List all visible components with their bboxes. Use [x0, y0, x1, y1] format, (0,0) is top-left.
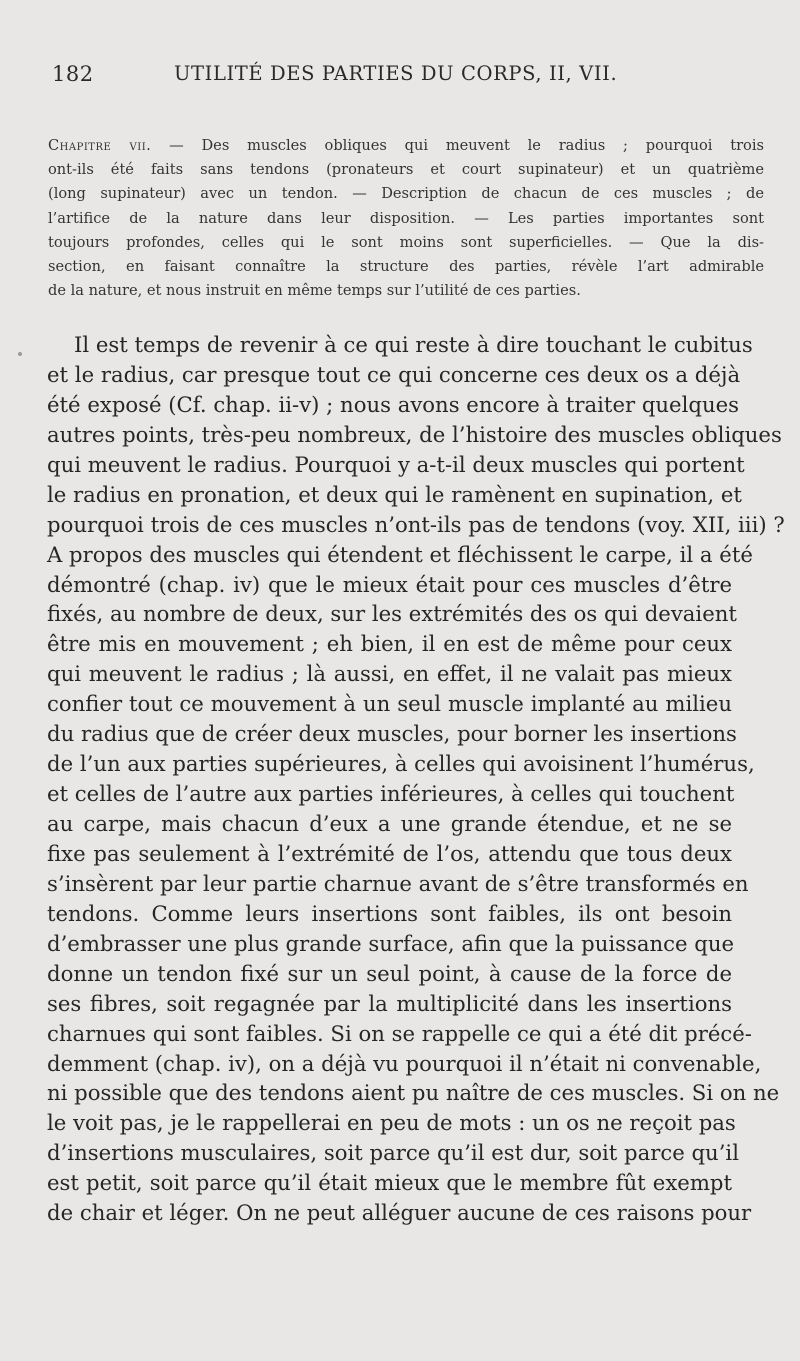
body-line: et celles de l’autre aux parties inférieures, à celles qui touchent: [47, 781, 735, 807]
body-line: fixés, au nombre de deux, sur les extrémités des os qui devaient: [47, 601, 737, 627]
body-line: ses fibres, soit regagnée par la multiplicité dans les insertions: [47, 990, 732, 1016]
body-line: Il est temps de revenir à ce qui reste à dire touchant le cubitus: [74, 332, 753, 357]
body-text: [47, 330, 785, 1228]
chapter-label: Chapitre vii.: [48, 137, 152, 154]
body-line: été exposé (Cf. chap. ii-v) ; nous avons encore à traiter quelques: [47, 391, 739, 417]
body-line: autres points, très-peu nombreux, de l’histoire des muscles obliques: [47, 421, 782, 447]
body-line: pourquoi trois de ces muscles n’ont-ils pas de tendons (voy. XII, iii) ?: [47, 511, 785, 537]
body-line: du radius que de créer deux muscles, pour borner les insertions: [47, 721, 737, 747]
summary-line: toujours profondes, celles qui le sont moins sont superficielles. — Que la dis-: [48, 233, 764, 251]
body-line: confier tout ce mouvement à un seul muscle implanté au milieu: [47, 691, 732, 717]
body-line: d’insertions musculaires, soit parce qu’il est dur, soit parce qu’il: [47, 1140, 739, 1166]
summary-line-text: — Des muscles obliques qui meuvent le radius ; pourquoi trois: [169, 137, 765, 154]
page-number: 182: [52, 62, 94, 86]
body-line: est petit, soit parce qu’il était mieux que le membre fût exempt: [47, 1170, 732, 1196]
body-line: s’insèrent par leur partie charnue avant de s’être transformés en: [47, 870, 749, 896]
summary-line: [48, 134, 764, 158]
summary-line: de la nature, et nous instruit en même temps sur l’utilité de ces parties.: [48, 282, 581, 300]
body-line: être mis en mouvement ; eh bien, il en est de même pour ceux: [47, 631, 732, 657]
margin-mark: [18, 352, 22, 356]
body-line: de l’un aux parties supérieures, à celles qui avoisinent l’humérus,: [47, 751, 755, 777]
body-line: demment (chap. iv), on a déjà vu pourquoi il n’était ni convenable,: [47, 1050, 762, 1076]
body-line: A propos des muscles qui étendent et fléchissent le carpe, il a été: [47, 541, 753, 567]
body-line: de chair et léger. On ne peut alléguer aucune de ces raisons pour: [47, 1200, 752, 1226]
body-line: fixe pas seulement à l’extrémité de l’os, attendu que tous deux: [47, 840, 732, 866]
body-line: démontré (chap. iv) que le mieux était pour ces muscles d’être: [47, 571, 732, 597]
body-line: ni possible que des tendons aient pu naître de ces muscles. Si on ne: [47, 1080, 780, 1106]
summary-line: l’artifice de la nature dans leur disposition. — Les parties importantes sont: [48, 209, 764, 227]
body-line: donne un tendon fixé sur un seul point, à cause de la force de: [47, 960, 732, 986]
page-header: [52, 62, 742, 92]
summary-line: ont-ils été faits sans tendons (pronateurs et court supinateur) et un quatrième: [48, 161, 764, 179]
body-line: et le radius, car presque tout ce qui concerne ces deux os a déjà: [47, 361, 741, 387]
body-line: qui meuvent le radius. Pourquoi y a-t-il deux muscles qui portent: [47, 451, 745, 477]
body-line: tendons. Comme leurs insertions sont faibles, ils ont besoin: [47, 900, 732, 926]
chapter-summary: [48, 134, 764, 303]
body-line: d’embrasser une plus grande surface, afin que la puissance que: [47, 930, 735, 956]
running-title: UTILITÉ DES PARTIES DU CORPS, II, VII.: [174, 62, 618, 85]
body-line: le radius en pronation, et deux qui le ramènent en supination, et: [47, 481, 742, 507]
body-line: charnues qui sont faibles. Si on se rappelle ce qui a été dit précé-: [47, 1020, 752, 1046]
body-line: le voit pas, je le rappellerai en peu de mots : un os ne reçoit pas: [47, 1110, 736, 1136]
body-line: qui meuvent le radius ; là aussi, en effet, il ne valait pas mieux: [47, 661, 732, 687]
summary-line: (long supinateur) avec un tendon. — Description de chacun de ces muscles ; de: [48, 185, 764, 203]
body-line: au carpe, mais chacun d’eux a une grande étendue, et ne se: [47, 811, 732, 836]
summary-line: section, en faisant connaître la structure des parties, révèle l’art admirable: [48, 257, 764, 275]
